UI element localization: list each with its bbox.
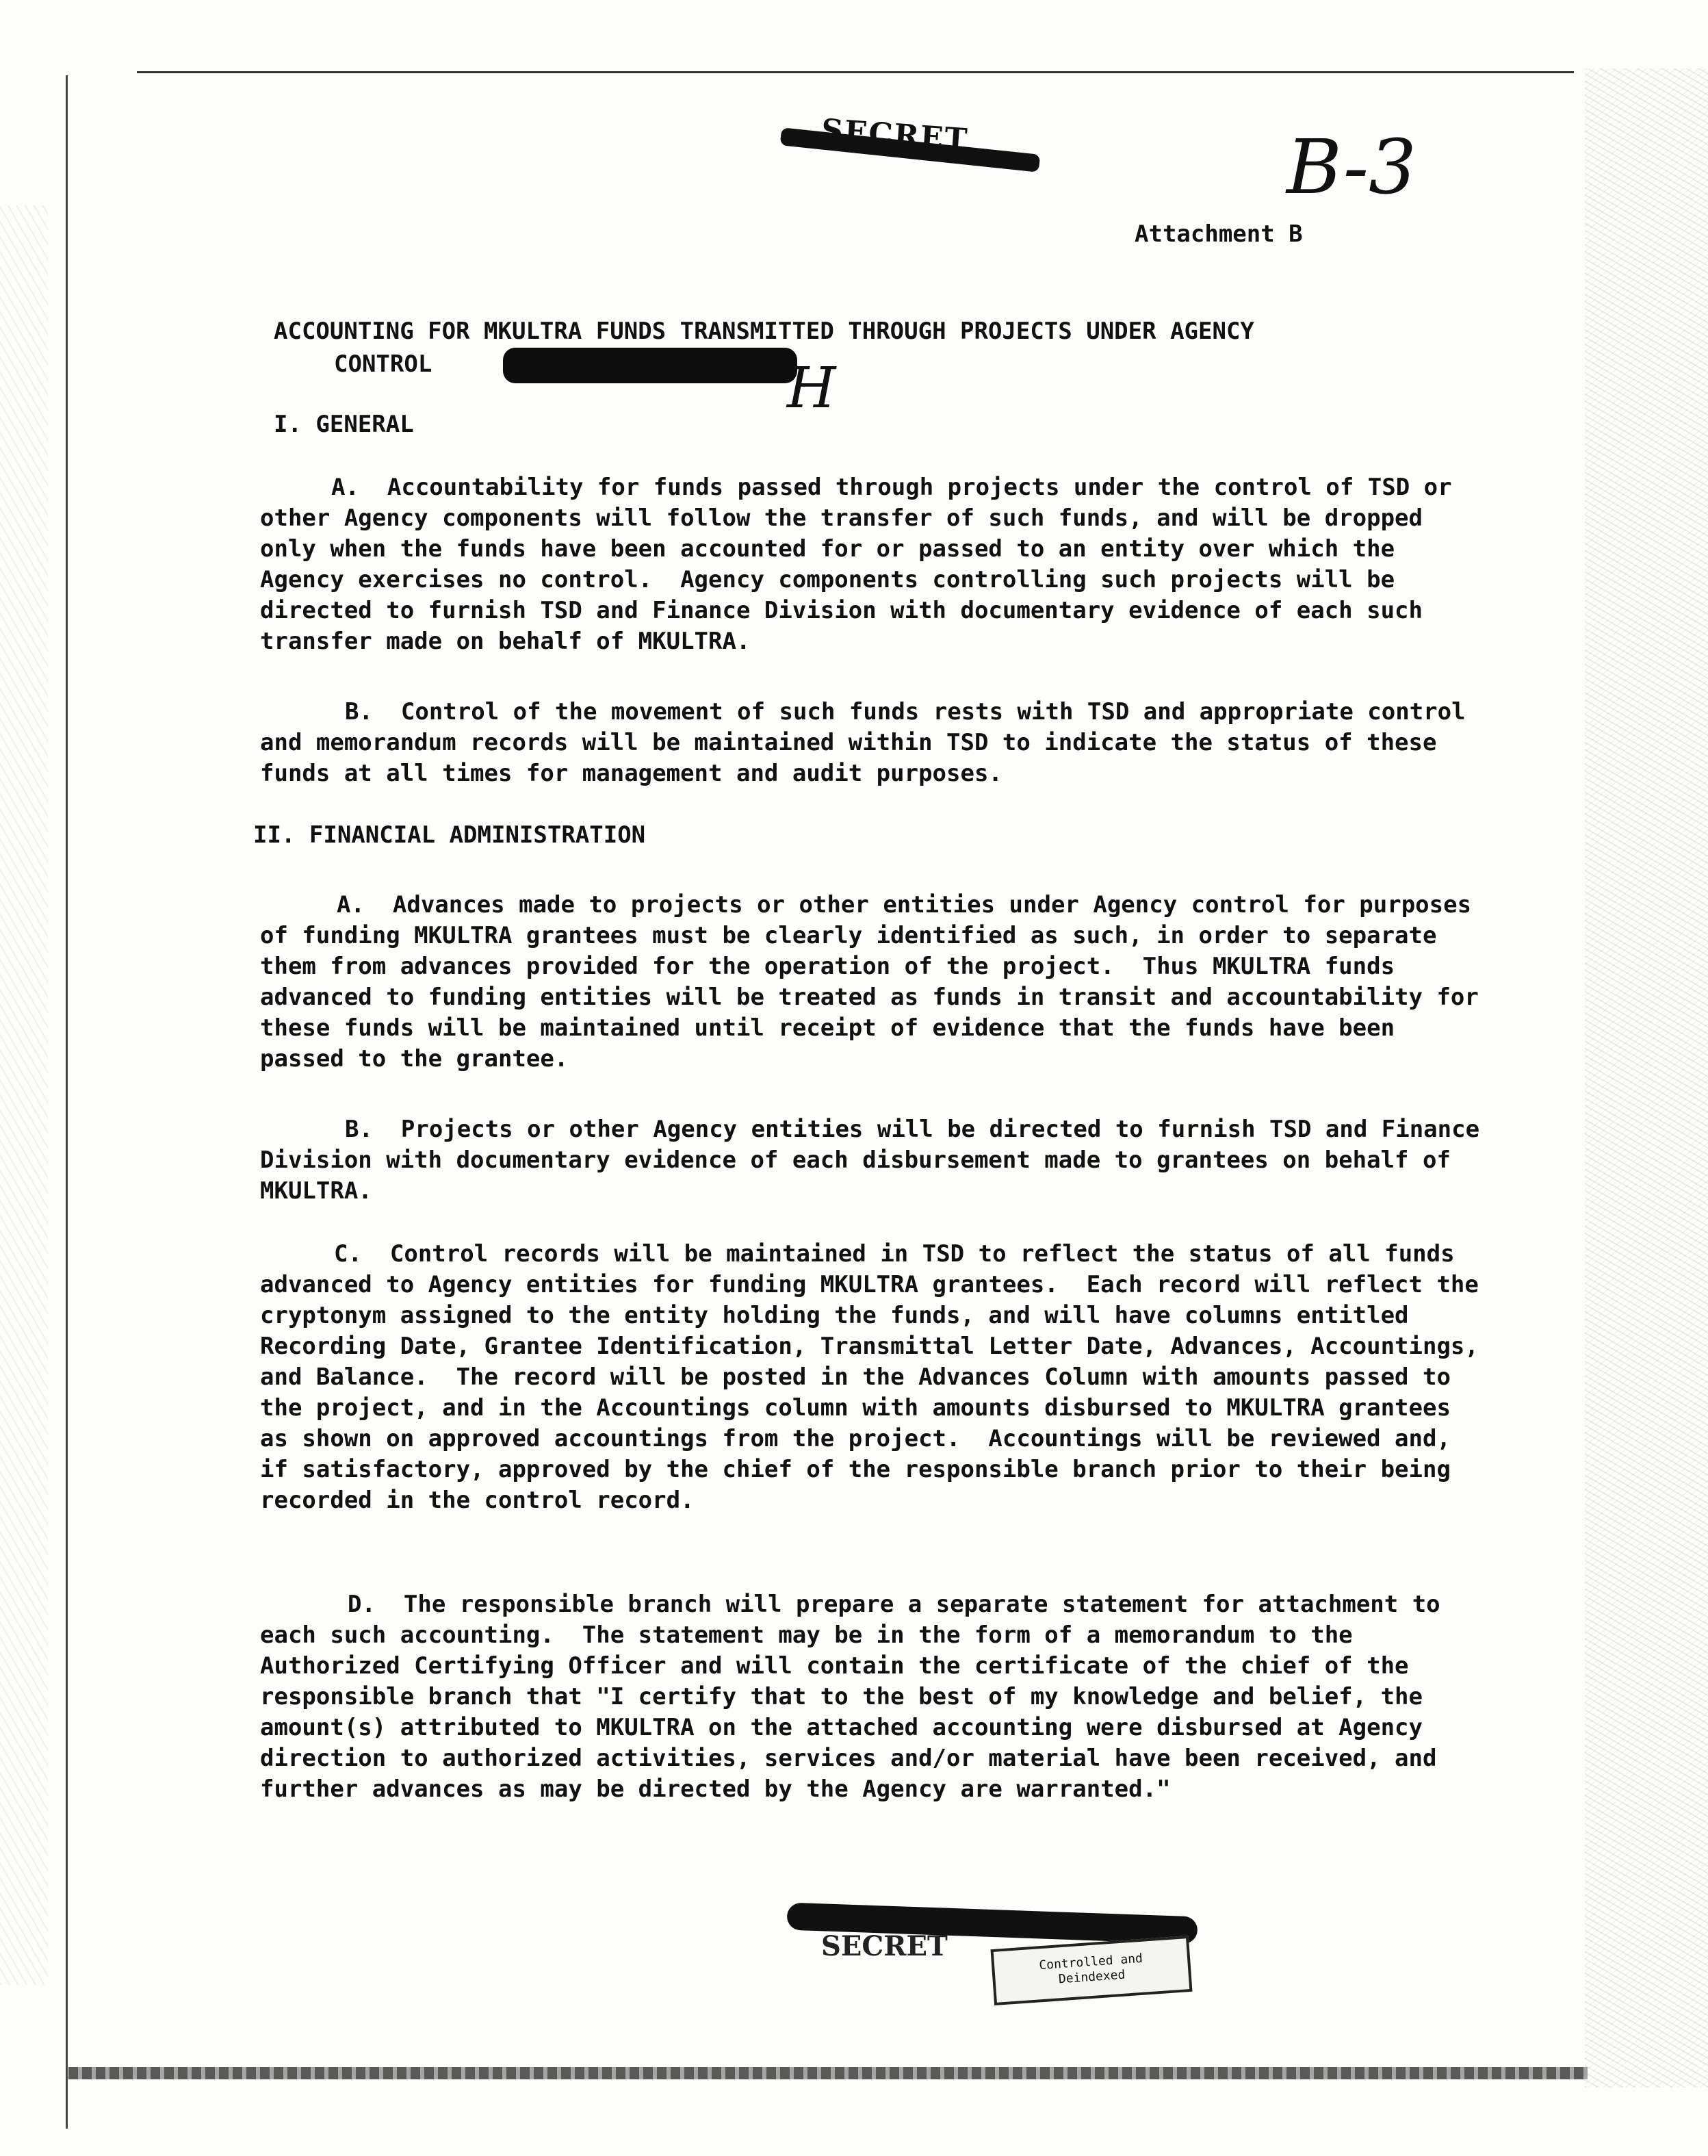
title-line-1: ACCOUNTING FOR MKULTRA FUNDS TRANSMITTED THROUGH PROJECTS UNDER AGENCY xyxy=(274,318,1254,345)
handwritten-b3: B-3 xyxy=(1286,123,1417,211)
paragraph-financial-a: A. Advances made to projects or other entities under Agency control for purposes of funding MKULTRA grantees must be clearly identified as such, in order to separate them from advances provided for the operation of the project. Thus MKULTRA funds advanced to funding entities will be treated as funds in transit and accountability for these funds will be maintained until receipt of evidence that the funds have been passed to the grantee. xyxy=(260,891,1493,1073)
stamp-bottom-text: SECRET xyxy=(821,1930,948,1962)
document-title xyxy=(274,315,1437,381)
left-rule xyxy=(66,75,68,2129)
paragraph-general-a: A. Accountability for funds passed through projects under the control of TSD or other Agency components will follow the transfer of such funds, and will be dropped only when the funds have been accounted for or passed to an entity over which the Agency exercises no control. Agency components controlling such projects will be directed to furnish TSD and Finance Division with documentary evidence of each such transfer made on behalf of MKULTRA. xyxy=(260,474,1466,655)
stamp-text: SECRET xyxy=(820,112,970,158)
control-stamp-line-2: Deindexed xyxy=(1058,1967,1126,1987)
classification-stamp-top xyxy=(780,112,1040,177)
paragraph-financial-b: B. Projects or other Agency entities will be directed to furnish TSD and Finance Division with documentary evidence of each disbursement made to grantees on behalf of MKULTRA. xyxy=(260,1116,1494,1205)
attachment-label: Attachment B xyxy=(1135,220,1303,248)
paragraph-financial-d: D. The responsible branch will prepare a separate statement for attachment to each such accounting. The statement may be in the form of a memorandum to the Authorized Certifying Officer and will contain the certificate of the chief of the responsible branch that "I certify that to the best of my knowledge and belief, the amount(s) attributed to MKULTRA on the attached accounting were disbursed at Agency direction to authorized activities, services and/or material have been received, and further advances as may be directed by the Agency are warranted." xyxy=(260,1591,1455,1803)
paragraph-general-b: B. Control of the movement of such funds rests with TSD and appropriate control and memorandum records will be maintained within TSD to indicate the status of these funds at all times for management and audit purposes. xyxy=(260,698,1480,787)
section-heading-financial: II. FINANCIAL ADMINISTRATION xyxy=(253,821,646,849)
scan-noise-right xyxy=(1585,68,1708,2088)
top-rule xyxy=(137,71,1574,73)
redaction-block xyxy=(503,348,797,383)
classification-stamp-bottom xyxy=(787,1910,1211,2012)
title-line-2: CONTROL xyxy=(334,350,432,378)
handwritten-h: H xyxy=(787,356,836,421)
section-heading-general: I. GENERAL xyxy=(274,411,414,438)
paragraph-financial-c: C. Control records will be maintained in TSD to reflect the status of all funds advanced to Agency entities for funding MKULTRA grantees. Each record will reflect the cryptonym assigned to the entity holding the funds, and will have columns entitled Recording Date, Grantee Identification, Transmittal Letter Date, Advances, Accountings, and Balance. The record will be posted in the Advances Column with amounts passed to the project, and in the Accountings column with amounts disbursed to MKULTRA grantees as shown on approved accountings from the project. Accountings will be reviewed and, if satisfactory, approved by the chief of the responsible branch prior to their being recorded in the control record. xyxy=(260,1240,1493,1514)
bottom-scan-edge xyxy=(68,2067,1588,2079)
control-stamp-line-1: Controlled and xyxy=(1038,1951,1143,1973)
scan-noise-left xyxy=(0,205,48,1985)
control-stamp-box xyxy=(990,1936,1192,2005)
